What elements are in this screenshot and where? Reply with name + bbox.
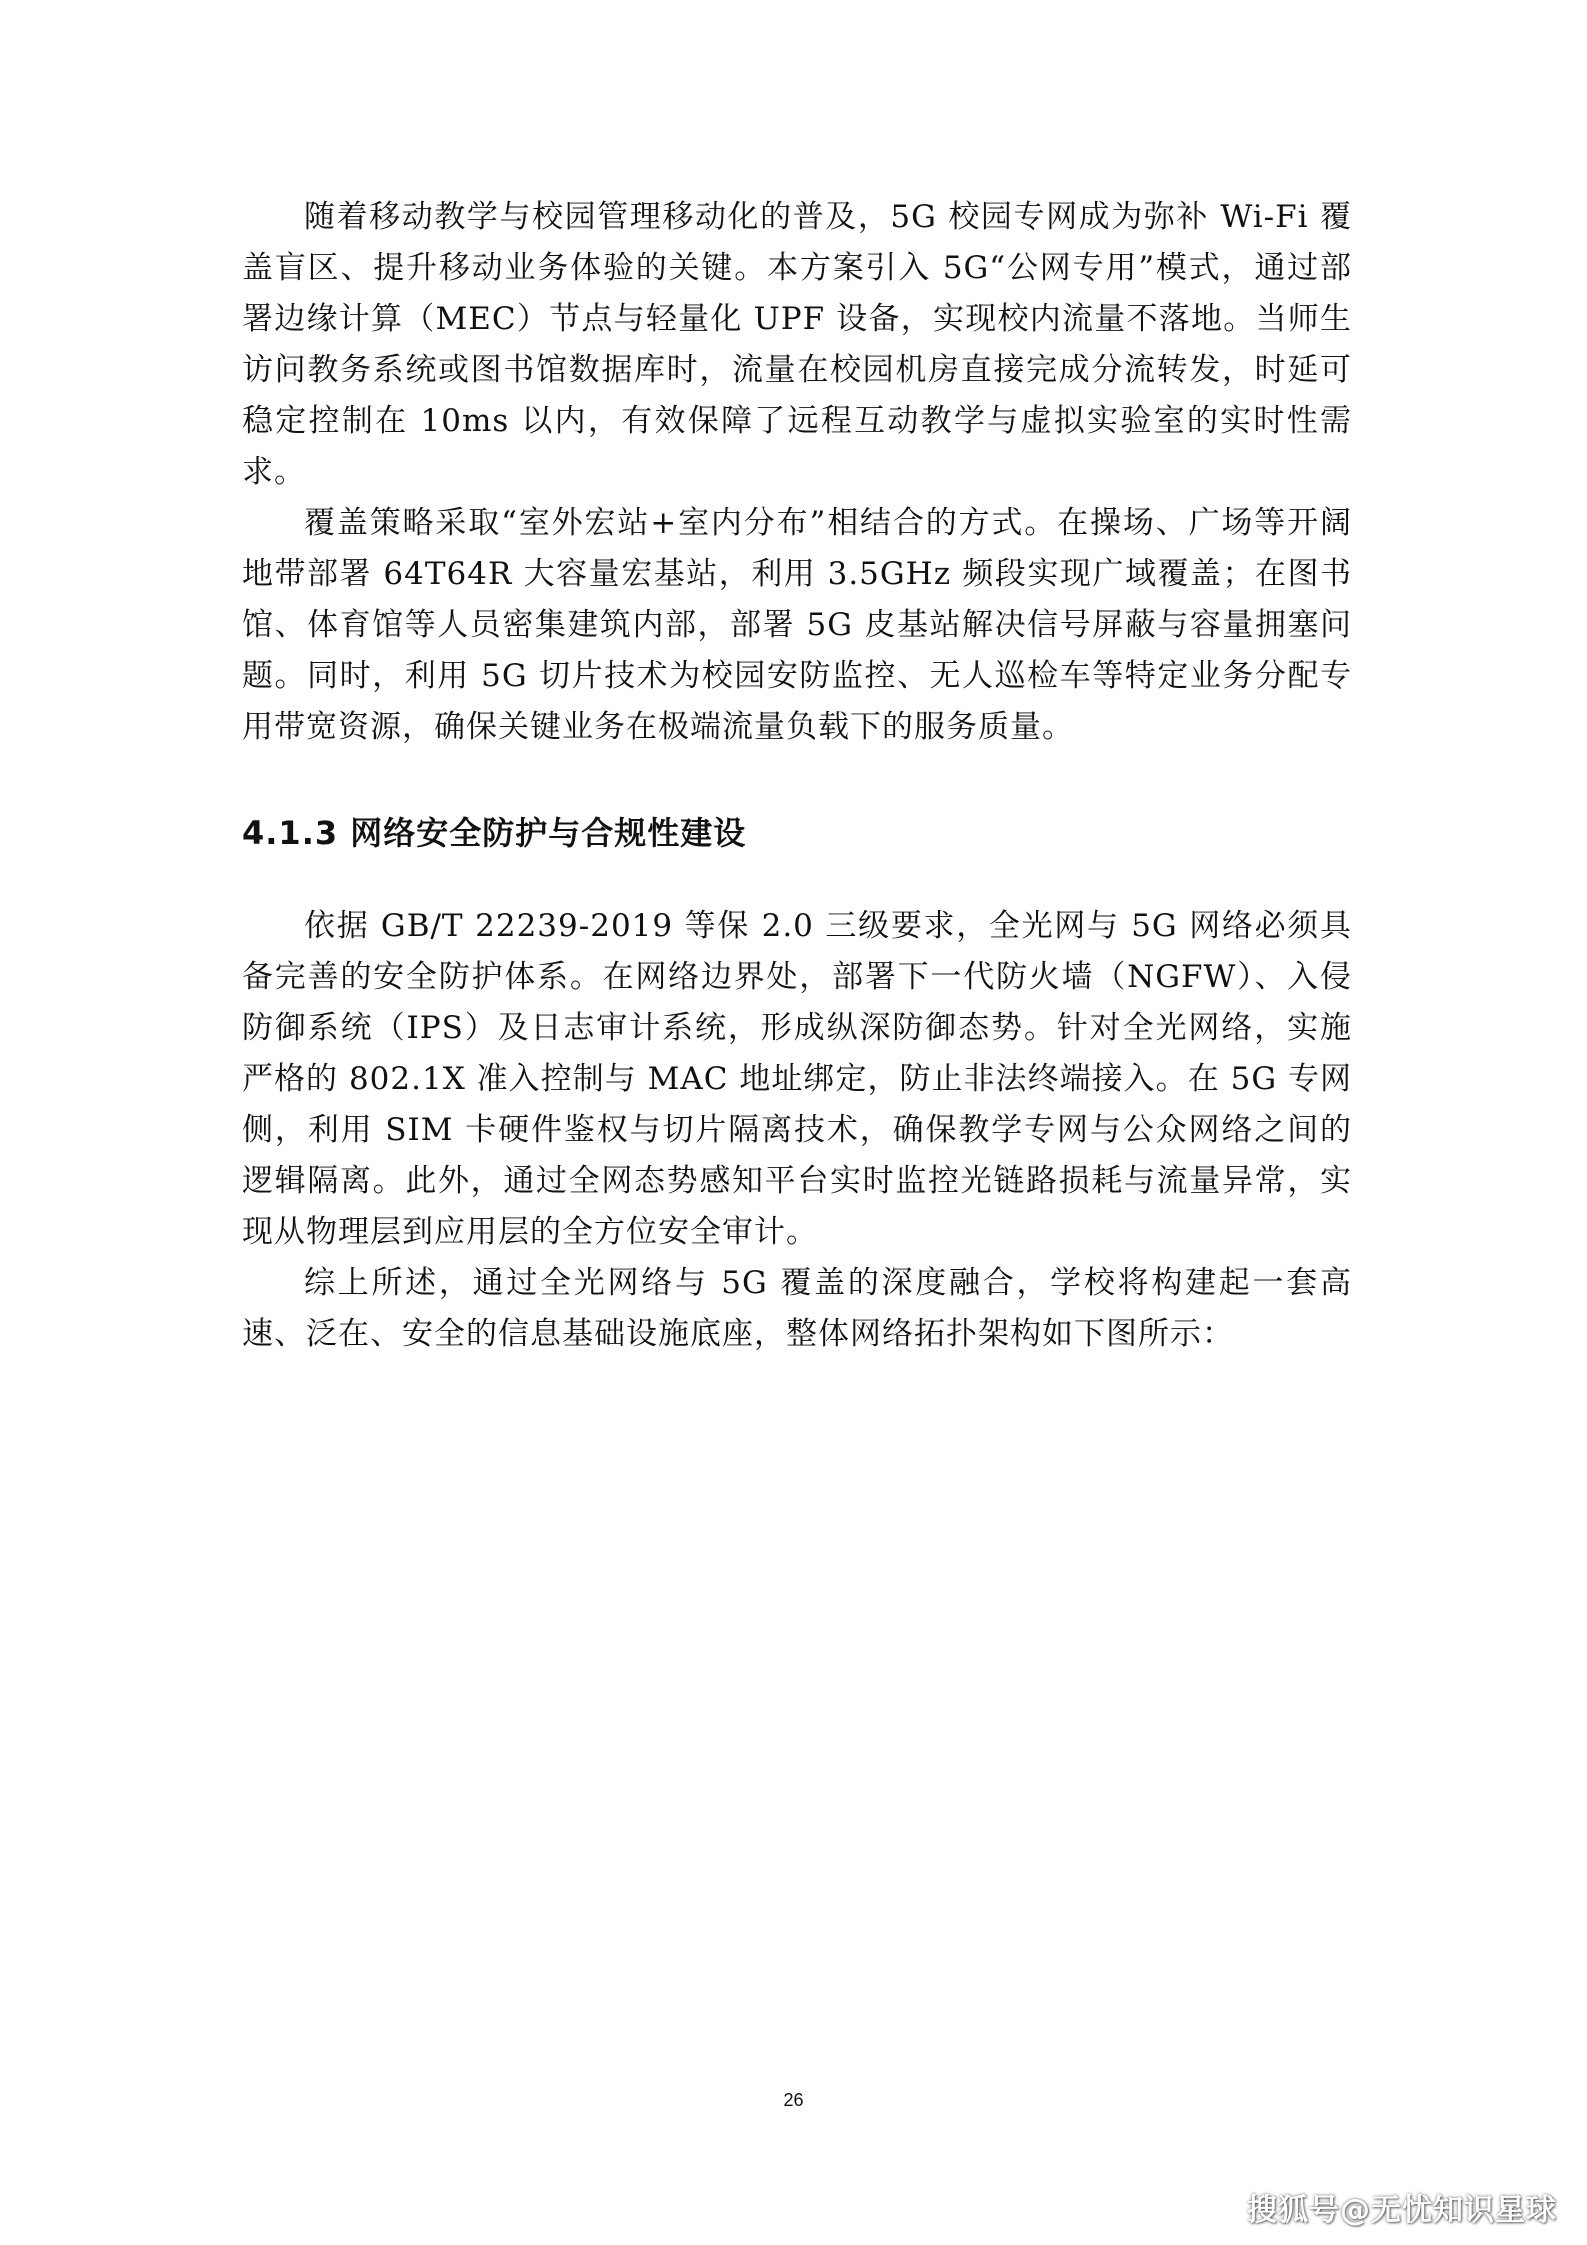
paragraph-coverage-strategy: 覆盖策略采取“室外宏站+室内分布”相结合的方式。在操场、广场等开阔地带部署 64T64R 大容量宏基站，利用 3.5GHz 频段实现广域覆盖；在图书馆、体育馆等人员密集建筑内部，部署 5G 皮基站解决信号屏蔽与容量拥塞问题。同时，利用 5G 切片技术为校园安防监控、无人巡检车等特定业务分配专用带宽资源，确保关键业务在极端流量负载下的服务质量。 [242,505,1352,745]
watermark: 搜狐号@无忧知识星球 [1247,2193,1557,2228]
page-content [242,192,1352,1360]
page-number: 26 [783,2090,804,2110]
paragraph-5g-campus-network: 随着移动教学与校园管理移动化的普及，5G 校园专网成为弥补 Wi-Fi 覆盖盲区、提升移动业务体验的关键。本方案引入 5G“公网专用”模式，通过部署边缘计算（MEC）节点与轻量化 UPF 设备，实现校内流量不落地。当师生访问教务系统或图书馆数据库时，流量在校园机房直接完成分流转发，时延可稳定控制在 10ms 以内，有效保障了远程互动教学与虚拟实验室的实时性需求。 [242,199,1352,490]
section-heading: 4.1.3 网络安全防护与合规性建设 [242,814,747,852]
paragraph-summary: 综上所述，通过全光网络与 5G 覆盖的深度融合，学校将构建起一套高速、泛在、安全的信息基础设施底座，整体网络拓扑架构如下图所示： [242,1265,1352,1352]
paragraph-security-protection: 依据 GB/T 22239-2019 等保 2.0 三级要求，全光网与 5G 网络必须具备完善的安全防护体系。在网络边界处，部署下一代防火墙（NGFW）、入侵防御系统（IPS）及日志审计系统，形成纵深防御态势。针对全光网络，实施严格的 802.1X 准入控制与 MAC 地址绑定，防止非法终端接入。在 5G 专网侧，利用 SIM 卡硬件鉴权与切片隔离技术，确保教学专网与公众网络之间的逻辑隔离。此外，通过全网态势感知平台实时监控光链路损耗与流量异常，实现从物理层到应用层的全方位安全审计。 [242,908,1352,1250]
